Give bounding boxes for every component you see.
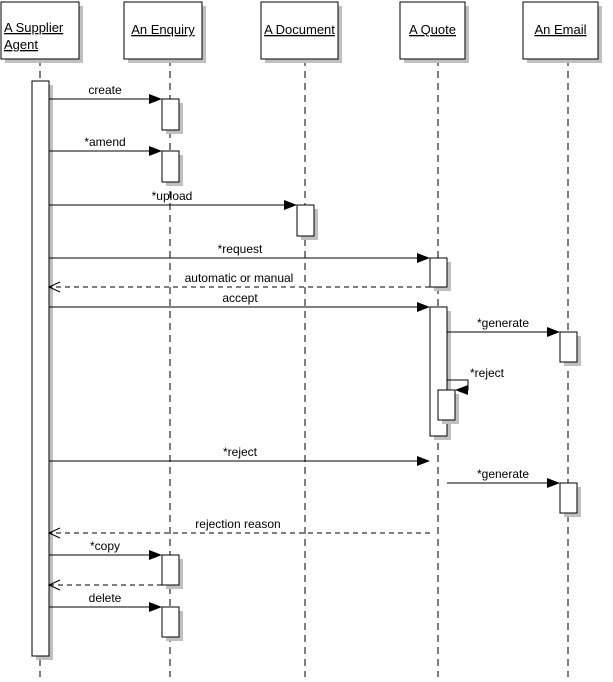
activation-enquiry: [162, 555, 179, 585]
message-rejection-reason-label: rejection reason: [195, 517, 281, 531]
message--generate-label: *generate: [476, 316, 530, 330]
message--copy-arrowhead-icon: [149, 550, 162, 560]
message--upload-label: *upload: [151, 189, 193, 203]
lifeline-email-label: An Email: [534, 22, 587, 37]
message--request-arrowhead-icon: [417, 253, 430, 263]
activation-document: [297, 205, 314, 236]
message-automatic-or-manual-label: automatic or manual: [184, 271, 294, 285]
activation-email: [560, 483, 577, 513]
message--request-label: *request: [217, 242, 263, 256]
message-create-arrowhead-icon: [149, 94, 162, 104]
lifeline-supplier-label: A Supplier: [4, 20, 64, 35]
message-delete-arrowhead-icon: [149, 602, 162, 612]
message--generate-label: *generate: [476, 467, 530, 481]
message--amend-arrowhead-icon: [149, 146, 162, 156]
message--amend-label: *amend: [84, 135, 126, 149]
lifeline-enquiry-label: An Enquiry: [131, 22, 195, 37]
activation-enquiry: [162, 99, 179, 130]
message--generate-arrowhead-icon: [547, 327, 560, 337]
activation-supplier: [32, 81, 49, 656]
activation-enquiry: [162, 607, 179, 637]
lifeline-quote-label: A Quote: [409, 22, 456, 37]
message-accept-arrowhead-icon: [417, 302, 430, 312]
message--copy-label: *copy: [89, 539, 121, 553]
activation-quote-nested: [438, 390, 455, 420]
activation-email: [560, 332, 577, 362]
activation-quote: [430, 258, 447, 287]
message--reject-label: *reject: [222, 445, 258, 459]
activation-enquiry: [162, 151, 179, 182]
message-create-label: create: [88, 83, 122, 97]
message-accept-label: accept: [222, 291, 258, 305]
message--reject-arrowhead-icon: [417, 456, 430, 466]
lifeline-document-label: A Document: [264, 22, 335, 37]
message--upload-arrowhead-icon: [284, 200, 297, 210]
message--generate-arrowhead-icon: [547, 478, 560, 488]
message-delete-label: delete: [88, 591, 122, 605]
message--reject-label: *reject: [470, 366, 505, 380]
lifeline-supplier-label: Agent: [4, 37, 38, 52]
message--reject-arrowhead-icon: [455, 385, 468, 395]
